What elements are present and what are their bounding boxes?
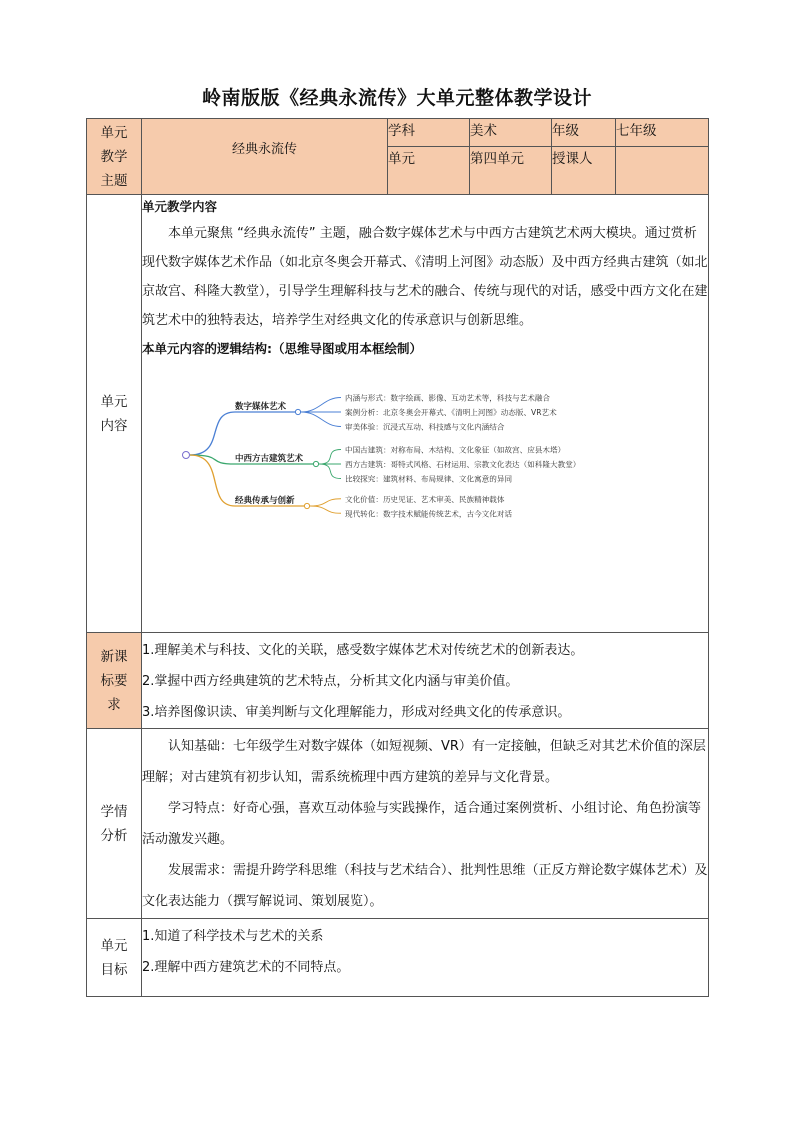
mind-map-leaf-line [301,412,341,427]
mind-map-leaf-line [301,398,341,413]
page-title: 岭南版版《经典永流传》大单元整体教学设计 [201,87,592,109]
mind-map-leaf-line [310,506,341,513]
standards-label [87,633,142,729]
subject-value: 美术 [470,119,552,147]
goals-label-text: 单元 目标 [100,937,128,978]
analysis-cell [142,729,709,919]
mind-map-branch-node [295,409,300,414]
mind-map-branch-node [304,503,309,508]
mind-map-branch-label: 中西方古建筑艺术 [235,454,304,464]
unit-content-label-text: 单元 内容 [100,393,128,434]
goals-item: 2.理解中西方建筑艺术的不同特点。 [142,960,350,975]
unit-label: 单元 [388,147,470,195]
analysis-item: 发展需求：需提升跨学科思维（科技与艺术结合）、批判性思维（正反方辩论数字媒体艺术）及文化表达能力（撰写解说词、策划展览）。 [142,863,708,909]
mind-map-branch-node [313,461,318,466]
unit-content-paragraph: 本单元聚焦 “经典永流传” 主题，融合数字媒体艺术与中西方古建筑艺术两大模块。通过赏析现代数字媒体艺术作品（如北京冬奥会开幕式、《清明上河图》动态版）及中西方经典古建筑（如北京故宫、科隆大教堂），引导学生理解科技与艺术的融合、传统与现代的对话，感受中西方文化在建筑艺术中的独特表达，培养学生对经典文化的传承意识与创新思维。 [142,226,708,328]
mind-map-leaf-line [319,450,341,465]
standards-item: 2.掌握中西方经典建筑的艺术特点，分析其文化内涵与审美价值。 [142,674,519,689]
mind-map-leaf-label: 西方古建筑：哥特式风格、石材运用、宗教文化表达（如科隆大教堂） [345,460,581,469]
analysis-label-text: 学情 分析 [100,803,128,844]
analysis-item: 学习特点：好奇心强，喜欢互动体验与实践操作，适合通过案例赏析、小组讨论、角色扮演等活动激发兴趣。 [142,801,702,847]
mind-map-branch-label: 数字媒体艺术 [235,402,287,412]
mind-map-leaf-label: 比较探究：建筑材料、布局规律、文化寓意的异同 [345,474,513,484]
subject-label: 学科 [388,119,470,147]
mind-map-branch-line [190,412,235,455]
lesson-plan-table [86,118,709,997]
unit-theme-value [142,119,388,195]
unit-theme-value-text: 经典永流传 [231,142,297,157]
goals-label [87,919,142,997]
standards-label-text: 新课 标要 求 [100,648,128,713]
goals-cell [142,919,709,997]
mind-map-root-node [183,452,190,459]
standards-cell [142,633,709,729]
mind-map [142,367,742,557]
standards-item: 3.培养图像识读、审美判断与文化理解能力，形成对经典文化的传承意识。 [142,705,571,720]
mind-map-leaf-label: 案例分析：北京冬奥会开幕式、《清明上河图》动态版、VR艺术 [345,408,557,417]
grade-label: 年级 [552,119,616,147]
mind-map-leaf-line [319,464,341,479]
unit-value: 第四单元 [470,147,552,195]
standards-item: 1.理解美术与科技、文化的关联，感受数字媒体艺术对传统艺术的创新表达。 [142,643,584,658]
structure-heading: 本单元内容的逻辑结构:（思维导图或用本框绘制） [142,341,422,356]
unit-theme-label [87,119,142,195]
analysis-item: 认知基础：七年级学生对数字媒体（如短视频、VR）有一定接触，但缺乏对其艺术价值的深层理解；对古建筑有初步认知，需系统梳理中西方建筑的差异与文化背景。 [142,739,706,785]
mind-map-leaf-label: 审美体验：沉浸式互动、科技感与文化内涵结合 [345,422,505,432]
goals-item: 1.知道了科学技术与艺术的关系 [142,929,324,944]
analysis-label [87,729,142,919]
teacher-label: 授课人 [552,147,616,195]
mind-map-leaf-label: 中国古建筑：对称布局、木结构、文化象征（如故宫、应县木塔） [345,445,566,455]
grade-value: 七年级 [616,119,709,147]
unit-content-label [87,195,142,633]
mind-map-leaf-line [310,499,341,506]
unit-content-heading: 单元教学内容 [142,199,218,214]
mind-map-leaf-label: 内涵与形式：数字绘画、影像、互动艺术等，科技与艺术融合 [345,393,551,403]
unit-content-cell [142,195,709,633]
mind-map-branch-line [190,455,235,506]
mind-map-leaf-label: 现代转化：数字技术赋能传统艺术，古今文化对话 [345,509,513,519]
mind-map-leaf-label: 文化价值：历史见证、艺术审美、民族精神载体 [345,494,505,504]
unit-theme-label-text: 单元 教学 主题 [100,124,128,189]
teacher-value [616,147,709,195]
mind-map-branch-label: 经典传承与创新 [235,496,295,506]
